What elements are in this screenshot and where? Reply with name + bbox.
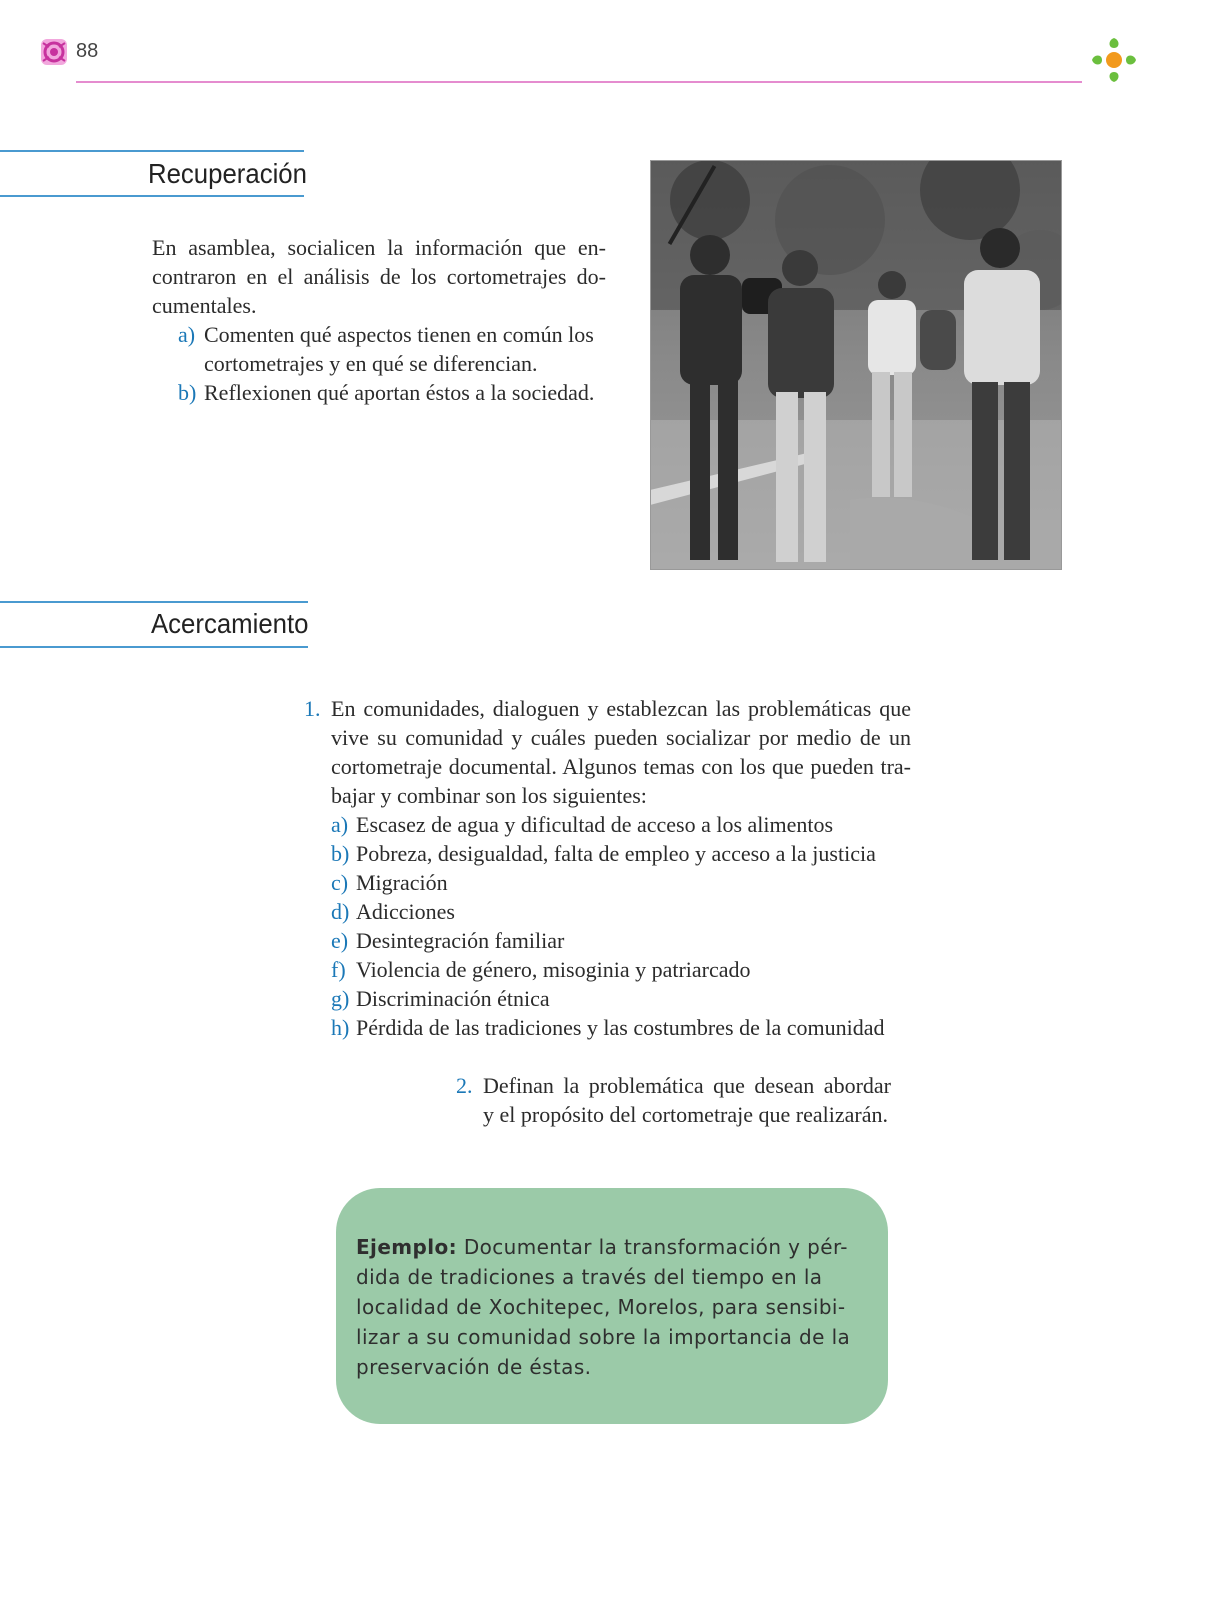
- recuperacion-bottom-rule: [0, 195, 304, 197]
- item-text: Comenten qué aspectos tienen en común los: [204, 322, 594, 347]
- example-line: preservación de éstas.: [356, 1355, 592, 1379]
- acercamiento-title: Acercamiento: [151, 608, 309, 639]
- recuperacion-title: Recuperación: [148, 158, 307, 189]
- step-number: [456, 1071, 473, 1100]
- option-text: Discriminación étnica: [356, 986, 550, 1011]
- option-label: d): [331, 899, 350, 924]
- recuperacion-list: [178, 320, 608, 410]
- example-line: dida de tradiciones a través del tiempo en la: [356, 1265, 823, 1289]
- recuperacion-intro: [152, 233, 606, 320]
- step-1-line: En comunidades, dialoguen y establezcan las problemáticas que: [331, 696, 911, 721]
- option-label: b): [331, 841, 350, 866]
- option-label: f): [331, 957, 346, 982]
- intro-line: En asamblea, socialicen la información que en-: [152, 235, 606, 260]
- option-label: a): [331, 812, 349, 837]
- list-item-continuation: [204, 349, 538, 378]
- option-label: c): [331, 870, 349, 895]
- flower-logo-icon: [1088, 34, 1140, 86]
- option-text: Adicciones: [356, 899, 455, 924]
- item-label: b): [178, 380, 197, 405]
- topic-options: [331, 810, 911, 1042]
- acercamiento-bottom-rule: [0, 646, 308, 648]
- item-text: cortometrajes y en qué se diferencian.: [204, 351, 538, 376]
- step-1: [304, 694, 912, 1040]
- option-text: Pobreza, desigualdad, falta de empleo y acceso a la justicia: [356, 841, 876, 866]
- step-2-line: Definan la problemática que desean abordar: [483, 1073, 891, 1098]
- step-1-number: 1.: [304, 696, 321, 721]
- recuperacion-top-rule: [0, 150, 304, 152]
- intro-line: cumentales.: [152, 293, 257, 318]
- item-text: Reflexionen qué aportan éstos a la sociedad.: [204, 380, 595, 405]
- item-label: a): [178, 322, 196, 347]
- step-2: [456, 1071, 892, 1131]
- step-2-line: y el propósito del cortometraje que realizarán.: [483, 1102, 888, 1127]
- option-text: Violencia de género, misoginia y patriarcado: [356, 957, 751, 982]
- option-text: Escasez de agua y dificultad de acceso a los alimentos: [356, 812, 834, 837]
- option-label: e): [331, 928, 349, 953]
- step-1-line: cortometraje documental. Algunos temas con los que pueden tra-: [331, 754, 911, 779]
- example-label: Ejemplo:: [356, 1235, 458, 1259]
- example-line: lizar a su comunidad sobre la importancia de la: [356, 1325, 851, 1349]
- step-2-number: 2.: [456, 1073, 473, 1098]
- step-number: [304, 694, 321, 723]
- page-number: 88: [76, 40, 99, 62]
- step-1-line: bajar y combinar son los siguientes:: [331, 783, 647, 808]
- decorative-glyph-icon: [40, 38, 68, 66]
- option-label: g): [331, 986, 350, 1011]
- option-text: Migración: [356, 870, 448, 895]
- intro-line: contraron en el análisis de los cortometrajes do-: [152, 264, 606, 289]
- example-first-line: Documentar la transformación y pér-: [463, 1235, 848, 1259]
- example-line: [356, 1232, 848, 1262]
- acercamiento-top-rule: [0, 601, 308, 603]
- step-1-text: [331, 694, 911, 810]
- example-line: localidad de Xochitepec, Morelos, para sensibi-: [356, 1295, 846, 1319]
- film-crew-photo: [650, 160, 1062, 570]
- option-text: Pérdida de las tradiciones y las costumbres de la comunidad: [356, 1015, 885, 1040]
- option-text: Desintegración familiar: [356, 928, 565, 953]
- step-1-line: vive su comunidad y cuáles pueden socializar por medio de un: [331, 725, 911, 750]
- step-2-text: [483, 1071, 891, 1129]
- header-rule: [76, 81, 1082, 83]
- option-label: h): [331, 1015, 350, 1040]
